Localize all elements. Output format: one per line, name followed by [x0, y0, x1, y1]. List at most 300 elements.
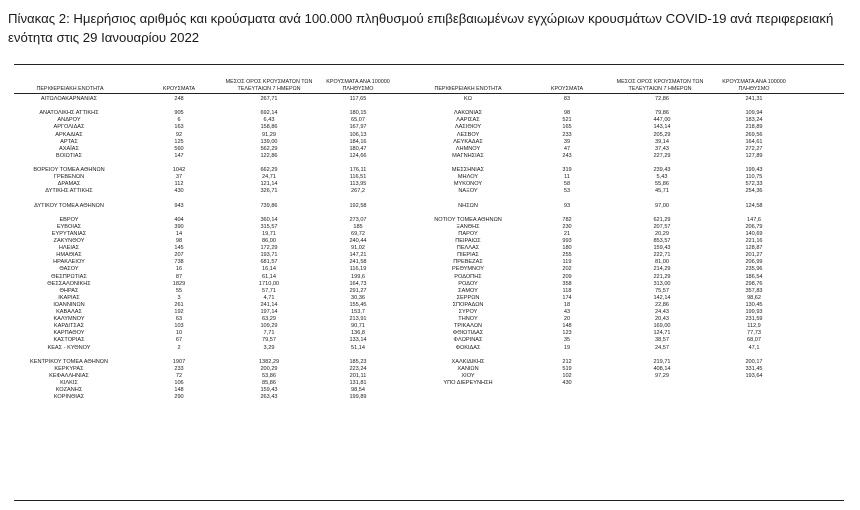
cases-per-100k-cell: 183,24: [745, 117, 763, 124]
left-header-per100k: ΚΡΟΥΣΜΑΤΑ ΑΝΑ 100000 ΠΛΗΘΥΣΜΟ: [326, 79, 390, 92]
seven-day-average-cell: 241,14: [260, 301, 278, 308]
region-name-cell: ΝΑΞΟΥ: [458, 188, 478, 195]
seven-day-average-cell: 197,14: [260, 309, 278, 315]
cases-cell: 63: [175, 316, 183, 323]
cases-per-100k-cell: 231,59: [745, 316, 763, 323]
seven-day-average-cell: 57,71: [262, 287, 276, 294]
header-rule: [14, 93, 844, 94]
cases-cell: 43: [563, 309, 571, 315]
cases-cell: 430: [174, 188, 184, 195]
seven-day-average-cell: 6,43: [263, 117, 275, 124]
region-name-cell: ΛΕΣΒΟΥ: [456, 131, 480, 138]
cases-cell: 230: [562, 223, 572, 230]
region-name-cell: ΦΛΩΡΙΝΑΣ: [453, 337, 483, 344]
region-name-cell: ΙΚΑΡΙΑΣ: [58, 294, 80, 301]
table-row: [0, 139, 860, 146]
region-name-cell: ΤΗΝΟΥ: [458, 316, 478, 323]
cases-cell: 53: [563, 188, 571, 195]
cases-cell: 430: [562, 380, 572, 386]
region-name-cell: ΚΟΡΙΝΘΙΑΣ: [53, 394, 85, 401]
table-row: [0, 146, 860, 153]
cases-per-100k-cell: 199,89: [349, 394, 367, 401]
seven-day-average-cell: 122,86: [260, 152, 278, 159]
cases-per-100k-cell: 241,58: [349, 259, 367, 266]
cases-cell: 207: [174, 252, 184, 259]
seven-day-average-cell: 1382,29: [258, 358, 280, 365]
seven-day-average-cell: 24,43: [655, 309, 669, 315]
cases-per-100k-cell: 47,1: [748, 344, 760, 351]
cases-cell: 148: [174, 387, 184, 394]
cases-cell: 145: [174, 245, 184, 252]
cases-cell: 83: [563, 96, 571, 102]
table-row: [0, 238, 860, 245]
cases-cell: 165: [562, 124, 572, 131]
cases-per-100k-cell: 127,89: [745, 152, 763, 159]
cases-per-100k-cell: 69,72: [351, 230, 365, 237]
cases-per-100k-cell: 164,73: [349, 280, 367, 287]
region-name-cell: ΦΘΙΩΤΙΔΑΣ: [452, 330, 484, 337]
region-name-cell: ΧΑΝΙΩΝ: [457, 365, 479, 372]
table-row: [0, 330, 860, 337]
cases-cell: 102: [562, 372, 572, 379]
region-name-cell: ΘΕΣΣΑΛΟΝΙΚΗΣ: [47, 280, 91, 287]
cases-per-100k-cell: 124,66: [349, 152, 367, 159]
seven-day-average-cell: 219,71: [653, 358, 671, 365]
seven-day-average-cell: 313,00: [653, 280, 671, 287]
region-name-cell: ΠΑΡΟΥ: [458, 230, 478, 237]
table-caption: Πίνακας 2: Ημερήσιος αριθμός και κρούσματα ανά 100.000 πληθυσμού επιβεβαιωμένων εγχώριων κρουσμάτων COVID-19 ανά περιφερειακή ενότητα στις 29 Ιανουαρίου 2022: [8, 11, 834, 45]
seven-day-average-cell: 200,29: [260, 365, 278, 372]
right-table: [0, 96, 860, 496]
table-row: [0, 373, 860, 380]
cases-cell: 3: [177, 294, 181, 301]
seven-day-average-cell: 267,71: [260, 96, 278, 102]
seven-day-average-cell: 55,86: [655, 181, 669, 188]
cases-per-100k-cell: 180,47: [349, 145, 367, 152]
cases-per-100k-cell: 200,17: [745, 358, 763, 365]
cases-cell: 14: [175, 230, 183, 237]
region-name-cell: ΔΥΤΙΚΗΣ ΑΤΤΙΚΗΣ: [45, 188, 93, 195]
cases-per-100k-cell: 185: [353, 223, 363, 230]
cases-per-100k-cell: 110,75: [745, 174, 763, 181]
cases-per-100k-cell: 77,73: [747, 330, 761, 337]
table-row: [0, 153, 860, 160]
region-name-cell: ΕΥΒΟΙΑΣ: [56, 223, 82, 230]
cases-cell: 11: [564, 174, 570, 181]
seven-day-average-cell: 72,86: [655, 96, 669, 102]
region-name-cell: ΠΙΕΡΙΑΣ: [457, 252, 479, 259]
cases-cell: 58: [563, 181, 571, 188]
cases-per-100k-cell: 164,61: [745, 138, 763, 145]
cases-per-100k-cell: 167,97: [349, 124, 367, 131]
cases-cell: 519: [562, 365, 572, 372]
cases-cell: 738: [174, 259, 184, 266]
cases-cell: 180: [562, 245, 572, 252]
cases-cell: 55: [175, 287, 183, 294]
cases-per-100k-cell: 112,9: [747, 323, 761, 330]
table-row: [0, 288, 860, 295]
cases-per-100k-cell: 155,45: [349, 301, 367, 308]
seven-day-average-cell: 360,14: [260, 216, 278, 223]
cases-cell: 209: [562, 273, 572, 280]
cases-per-100k-cell: 269,56: [745, 131, 763, 138]
cases-cell: 233: [174, 365, 184, 372]
region-name-cell: ΕΥΡΥΤΑΝΙΑΣ: [51, 230, 87, 237]
seven-day-average-cell: 97,29: [655, 372, 669, 379]
table-row: [0, 96, 860, 103]
cases-cell: 1042: [172, 167, 186, 173]
seven-day-average-cell: 1710,00: [258, 280, 280, 287]
cases-per-100k-cell: 130,45: [745, 301, 763, 308]
cases-cell: 521: [562, 117, 572, 124]
region-name-cell: ΠΕΙΡΑΙΩΣ: [455, 238, 481, 244]
table-row: [0, 316, 860, 323]
seven-day-average-cell: 16,14: [262, 266, 276, 273]
cases-per-100k-cell: 91,02: [351, 245, 365, 252]
cases-cell: 290: [174, 394, 184, 401]
region-name-cell: ΜΕΣΣΗΝΙΑΣ: [451, 167, 485, 173]
cases-cell: 118: [562, 287, 572, 294]
cases-per-100k-cell: 153,7: [351, 309, 365, 315]
region-name-cell: ΤΡΙΚΑΛΩΝ: [453, 323, 483, 330]
cases-cell: 390: [174, 223, 184, 230]
region-name-cell: ΑΝΔΡΟΥ: [57, 117, 81, 124]
cases-cell: 112: [174, 181, 184, 188]
region-name-cell: ΚΙΛΚΙΣ: [60, 380, 78, 386]
table-row: [0, 266, 860, 273]
region-name-cell: ΑΡΚΑΔΙΑΣ: [55, 131, 83, 138]
cases-per-100k-cell: 65,07: [351, 117, 365, 124]
cases-cell: 10: [175, 330, 183, 337]
table-row: [0, 274, 860, 281]
region-name-cell: ΑΝΑΤΟΛΙΚΗΣ ΑΤΤΙΚΗΣ: [39, 110, 99, 117]
region-name-cell: ΜΥΚΟΝΟΥ: [453, 181, 483, 188]
cases-cell: 67: [175, 337, 183, 344]
region-name-cell: ΑΡΓΟΛΙΔΑΣ: [53, 124, 85, 131]
cases-cell: 243: [562, 152, 572, 159]
cases-cell: 2: [177, 344, 181, 351]
seven-day-average-cell: 109,29: [260, 323, 278, 330]
cases-per-100k-cell: 109,94: [745, 110, 763, 117]
region-name-cell: ΦΩΚΙΔΑΣ: [455, 344, 481, 351]
cases-cell: 98: [175, 238, 183, 244]
cases-cell: 1829: [172, 280, 186, 287]
cases-per-100k-cell: 357,83: [745, 287, 763, 294]
region-name-cell: ΡΕΘΥΜΝΟΥ: [452, 266, 484, 273]
seven-day-average-cell: 214,29: [653, 266, 671, 273]
cases-per-100k-cell: 240,44: [349, 238, 367, 244]
cases-per-100k-cell: 68,07: [747, 337, 761, 344]
cases-cell: 192: [174, 309, 184, 315]
seven-day-average-cell: 739,86: [260, 202, 278, 209]
seven-day-average-cell: 193,71: [260, 252, 278, 259]
seven-day-average-cell: 172,29: [260, 245, 278, 252]
table-row: [0, 231, 860, 238]
seven-day-average-cell: 143,14: [653, 124, 671, 131]
cases-per-100k-cell: 331,45: [745, 365, 763, 372]
cases-per-100k-cell: 180,15: [349, 110, 367, 117]
seven-day-average-cell: 326,71: [260, 188, 278, 195]
cases-per-100k-cell: 98,54: [351, 387, 365, 394]
region-name-cell: ΚΟΖΑΝΗΣ: [55, 387, 83, 394]
cases-per-100k-cell: 131,81: [349, 380, 367, 386]
cases-cell: 163: [174, 124, 184, 131]
region-name-cell: ΛΕΥΚΑΔΑΣ: [453, 138, 483, 145]
cases-per-100k-cell: 133,14: [349, 337, 367, 344]
seven-day-average-cell: 63,29: [262, 316, 276, 323]
seven-day-average-cell: 4,71: [263, 294, 275, 301]
region-name-cell: ΘΕΣΠΡΩΤΙΑΣ: [51, 273, 87, 280]
seven-day-average-cell: 79,57: [262, 337, 276, 344]
cases-cell: 404: [174, 216, 184, 223]
seven-day-average-cell: 91,29: [262, 131, 276, 138]
seven-day-average-cell: 205,29: [653, 131, 671, 138]
cases-per-100k-cell: 116,51: [349, 174, 367, 181]
seven-day-average-cell: 53,86: [262, 372, 276, 379]
region-name-cell: ΜΗΛΟΥ: [457, 174, 479, 181]
region-name-cell: ΘΗΡΑΣ: [59, 287, 79, 294]
cases-per-100k-cell: 201,11: [349, 372, 367, 379]
seven-day-average-cell: 662,29: [260, 167, 278, 173]
cases-per-100k-cell: 136,8: [351, 330, 365, 337]
cases-per-100k-cell: 298,76: [745, 280, 763, 287]
table-row: [0, 245, 860, 252]
seven-day-average-cell: 221,29: [653, 273, 671, 280]
cases-cell: 106: [174, 380, 184, 386]
cases-cell: 319: [562, 167, 572, 173]
table-row: [0, 345, 860, 352]
cases-per-100k-cell: 206,79: [745, 223, 763, 230]
seven-day-average-cell: 222,71: [653, 252, 671, 259]
seven-day-average-cell: 621,29: [653, 216, 671, 223]
cases-per-100k-cell: 206,99: [745, 259, 763, 266]
cases-per-100k-cell: 185,23: [349, 358, 367, 365]
cases-per-100k-cell: 213,91: [349, 316, 367, 323]
seven-day-average-cell: 86,00: [262, 238, 276, 244]
region-name-cell: ΗΜΑΘΙΑΣ: [56, 252, 82, 259]
seven-day-average-cell: 447,00: [653, 117, 671, 124]
cases-cell: 255: [562, 252, 572, 259]
region-name-cell: ΣΥΡΟΥ: [458, 309, 478, 315]
cases-per-100k-cell: 272,27: [745, 145, 763, 152]
seven-day-average-cell: 24,71: [262, 174, 276, 181]
cases-per-100k-cell: 176,11: [349, 167, 367, 173]
region-name-cell: ΣΠΟΡΑΔΩΝ: [452, 301, 484, 308]
table-row: [0, 224, 860, 231]
cases-per-100k-cell: 273,07: [349, 216, 367, 223]
cases-per-100k-cell: 572,33: [745, 181, 763, 188]
seven-day-average-cell: 19,71: [262, 230, 276, 237]
region-name-cell: ΡΟΔΟΥ: [458, 280, 478, 287]
seven-day-average-cell: 227,29: [653, 152, 671, 159]
region-name-cell: ΝΗΣΩΝ: [458, 202, 478, 209]
table-row: [0, 259, 860, 266]
region-name-cell: ΔΥΤΙΚΟΥ ΤΟΜΕΑ ΑΘΗΝΩΝ: [34, 202, 104, 209]
table-row: [0, 167, 860, 174]
table-row: [0, 359, 860, 366]
cases-per-100k-cell: 201,27: [745, 252, 763, 259]
cases-per-100k-cell: 124,58: [745, 202, 763, 209]
region-name-cell: ΛΑΡΙΣΑΣ: [456, 117, 480, 124]
seven-day-average-cell: 124,71: [653, 330, 671, 337]
cases-cell: 72: [175, 372, 183, 379]
seven-day-average-cell: 97,00: [655, 202, 669, 209]
cases-cell: 103: [174, 323, 184, 330]
region-name-cell: ΗΛΕΙΑΣ: [58, 245, 80, 252]
cases-per-100k-cell: 218,89: [745, 124, 763, 131]
region-name-cell: ΥΠΟ ΔΙΕΡΕΥΝΗΣΗ: [443, 380, 493, 386]
region-name-cell: ΖΑΚΥΝΘΟΥ: [53, 238, 85, 244]
cases-per-100k-cell: 98,62: [747, 294, 761, 301]
seven-day-average-cell: 3,29: [263, 344, 275, 351]
left-header-avg: ΜΕΣΟΣ ΟΡΟΣ ΚΡΟΥΣΜΑΤΩΝ ΤΩΝ ΤΕΛΕΥΤΑΙΩΝ 7 ΗΜΕΡΩΝ: [225, 79, 313, 92]
region-name-cell: ΚΑΒΑΛΑΣ: [56, 309, 82, 315]
cases-per-100k-cell: 267,2: [351, 188, 365, 195]
table-row: [0, 295, 860, 302]
seven-day-average-cell: 37,43: [655, 145, 669, 152]
cases-cell: 18: [563, 301, 571, 308]
cases-cell: 202: [562, 266, 572, 273]
region-name-cell: ΔΡΑΜΑΣ: [57, 181, 81, 188]
cases-cell: 87: [175, 273, 183, 280]
cases-cell: 174: [562, 294, 572, 301]
cases-cell: 248: [174, 96, 184, 102]
seven-day-average-cell: 121,14: [260, 181, 278, 188]
cases-cell: 993: [562, 238, 572, 244]
bottom-rule: [14, 500, 844, 501]
cases-cell: 125: [174, 138, 184, 145]
seven-day-average-cell: 159,43: [653, 245, 671, 252]
region-name-cell: ΛΑΚΩΝΙΑΣ: [453, 110, 483, 117]
region-name-cell: ΞΑΝΘΗΣ: [456, 223, 480, 230]
seven-day-average-cell: 159,43: [260, 387, 278, 394]
table-row: [0, 337, 860, 344]
table-row: [0, 132, 860, 139]
region-name-cell: ΘΑΣΟΥ: [59, 266, 79, 273]
seven-day-average-cell: 315,57: [260, 223, 278, 230]
cases-cell: 147: [174, 152, 184, 159]
region-name-cell: ΙΩΑΝΝΙΝΩΝ: [53, 301, 85, 308]
region-name-cell: ΓΡΕΒΕΝΩΝ: [53, 174, 85, 181]
right-header-per100k: ΚΡΟΥΣΜΑΤΑ ΑΝΑ 100000 ΠΛΗΘΥΣΜΟ: [722, 79, 786, 92]
region-name-cell: ΒΟΡΕΙΟΥ ΤΟΜΕΑ ΑΘΗΝΩΝ: [33, 167, 105, 173]
table-row: [0, 203, 860, 210]
cases-cell: 212: [562, 358, 572, 365]
seven-day-average-cell: 853,57: [653, 238, 671, 244]
table-row: [0, 309, 860, 316]
table-row: [0, 323, 860, 330]
table-row: [0, 110, 860, 117]
seven-day-average-cell: 7,71: [263, 330, 275, 337]
region-name-cell: ΚΑΡΔΙΤΣΑΣ: [53, 323, 85, 330]
cases-per-100k-cell: 192,58: [349, 202, 367, 209]
region-name-cell: ΛΗΜΝΟΥ: [455, 145, 481, 152]
seven-day-average-cell: 263,43: [260, 394, 278, 401]
left-header-region: ΠΕΡΙΦΕΡΕΙΑΚΗ ΕΝΟΤΗΤΑ: [36, 86, 104, 92]
cases-cell: 148: [562, 323, 572, 330]
region-name-cell: ΛΑΣΙΘΙΟΥ: [454, 124, 482, 131]
cases-cell: 560: [174, 145, 184, 152]
seven-day-average-cell: 408,14: [653, 365, 671, 372]
table-row: [0, 366, 860, 373]
table-row: [0, 380, 860, 387]
seven-day-average-cell: 239,43: [653, 167, 671, 173]
region-name-cell: ΕΒΡΟΥ: [59, 216, 79, 223]
region-name-cell: ΑΡΤΑΣ: [60, 138, 78, 145]
seven-day-average-cell: 85,86: [262, 380, 276, 386]
region-name-cell: ΚΑΛΥΜΝΟΥ: [53, 316, 85, 323]
cases-cell: 905: [174, 110, 184, 117]
cases-per-100k-cell: 90,71: [351, 323, 365, 330]
cases-cell: 39: [563, 138, 571, 145]
seven-day-average-cell: 169,00: [653, 323, 671, 330]
seven-day-average-cell: 39,14: [655, 138, 669, 145]
region-name-cell: ΡΟΔΟΠΗΣ: [454, 273, 482, 280]
cases-per-100k-cell: 241,31: [745, 96, 763, 102]
region-name-cell: ΧΙΟΥ: [461, 372, 475, 379]
region-name-cell: ΚΕΑΣ - ΚΥΘΝΟΥ: [47, 344, 91, 351]
seven-day-average-cell: 142,14: [653, 294, 671, 301]
region-name-cell: ΗΡΑΚΛΕΙΟΥ: [53, 259, 85, 266]
cases-per-100k-cell: 117,65: [349, 96, 367, 102]
cases-cell: 35: [563, 337, 571, 344]
region-name-cell: ΚΕΝΤΡΙΚΟΥ ΤΟΜΕΑ ΑΘΗΝΩΝ: [29, 358, 108, 365]
seven-day-average-cell: 79,86: [655, 110, 669, 117]
cases-per-100k-cell: 184,16: [349, 138, 367, 145]
cases-cell: 16: [175, 266, 183, 273]
cases-per-100k-cell: 140,69: [745, 230, 763, 237]
cases-per-100k-cell: 291,27: [349, 287, 367, 294]
region-name-cell: ΜΑΓΝΗΣΙΑΣ: [452, 152, 484, 159]
seven-day-average-cell: 207,57: [653, 223, 671, 230]
region-name-cell: ΚΩ: [464, 96, 472, 102]
cases-per-100k-cell: 186,54: [745, 273, 763, 280]
region-name-cell: ΑΧΑΪΑΣ: [59, 145, 79, 152]
cases-cell: 21: [563, 230, 571, 237]
region-name-cell: ΚΑΣΤΟΡΙΑΣ: [53, 337, 85, 344]
cases-cell: 20: [563, 316, 571, 323]
seven-day-average-cell: 158,86: [260, 124, 278, 131]
region-name-cell: ΑΙΤΩΛΟΑΚΑΡΝΑΝΙΑΣ: [40, 96, 98, 102]
cases-per-100k-cell: 199,6: [351, 273, 365, 280]
table-row: [0, 188, 860, 195]
region-name-cell: ΣΑΜΟΥ: [458, 287, 478, 294]
region-name-cell: ΠΡΕΒΕΖΑΣ: [453, 259, 483, 266]
cases-cell: 92: [175, 131, 183, 138]
seven-day-average-cell: 20,43: [655, 316, 669, 323]
cases-per-100k-cell: 254,36: [745, 188, 763, 195]
seven-day-average-cell: 20,29: [655, 230, 669, 237]
seven-day-average-cell: 61,14: [262, 273, 276, 280]
region-name-cell: ΧΑΛΚΙΔΙΚΗΣ: [451, 358, 485, 365]
region-name-cell: ΚΕΡΚΥΡΑΣ: [54, 365, 84, 372]
region-name-cell: ΚΑΡΠΑΘΟΥ: [53, 330, 85, 337]
cases-per-100k-cell: 147,6: [747, 216, 761, 223]
seven-day-average-cell: 562,29: [260, 145, 278, 152]
region-name-cell: ΒΟΙΩΤΙΑΣ: [56, 152, 82, 159]
seven-day-average-cell: 692,14: [260, 110, 278, 117]
cases-per-100k-cell: 128,87: [745, 245, 763, 252]
cases-cell: 358: [562, 280, 572, 287]
cases-per-100k-cell: 113,95: [349, 181, 367, 188]
cases-per-100k-cell: 221,16: [745, 238, 763, 244]
cases-cell: 123: [562, 330, 572, 337]
seven-day-average-cell: 22,86: [655, 301, 669, 308]
cases-per-100k-cell: 235,96: [745, 266, 763, 273]
cases-cell: 782: [562, 216, 572, 223]
table-row: [0, 117, 860, 124]
cases-cell: 119: [562, 259, 572, 266]
